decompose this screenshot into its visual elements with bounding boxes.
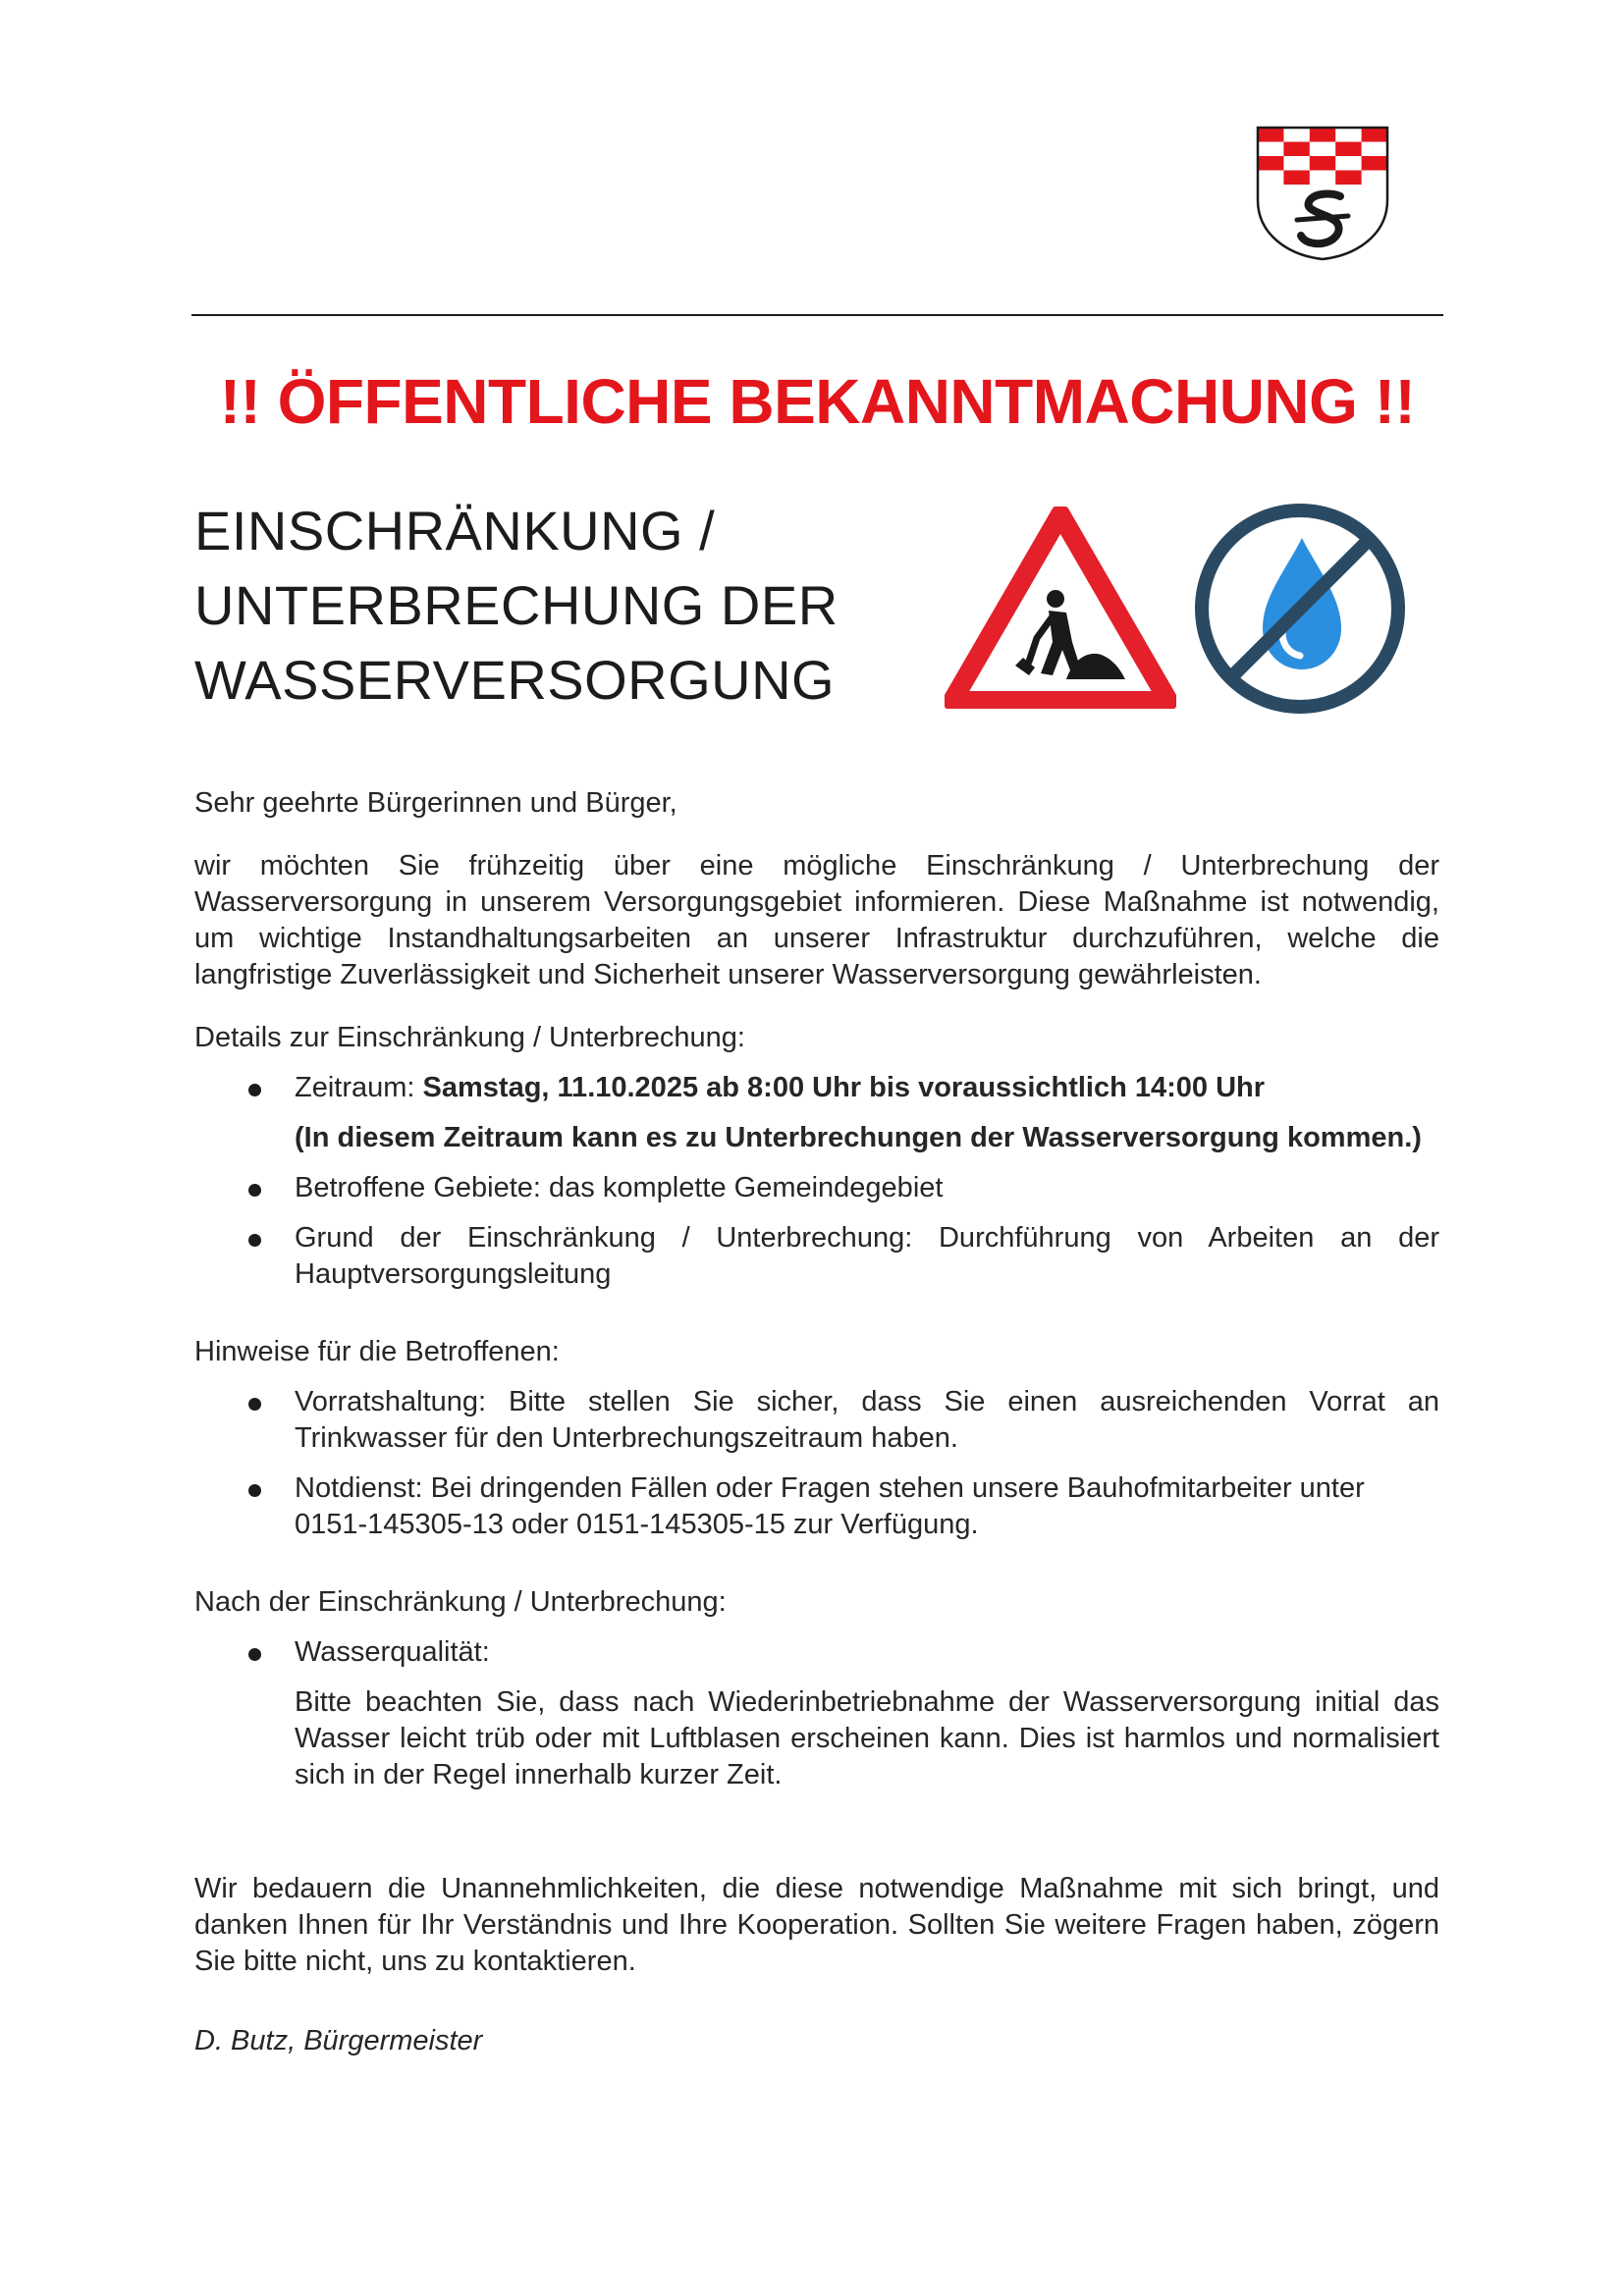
list-item xyxy=(194,1384,1439,1457)
list-item xyxy=(194,1634,1439,1793)
bullet-icon xyxy=(248,1398,261,1411)
quality-label: Wasserqualität: xyxy=(295,1636,490,1668)
no-water-icon xyxy=(1190,499,1410,719)
period-note: (In diesem Zeitraum kann es zu Unterbrechungen der Wasserversorgung kommen.) xyxy=(295,1122,1422,1153)
signature: D. Butz, Bürgermeister xyxy=(194,2025,483,2056)
title-line: WASSERVERSORGUNG xyxy=(194,649,836,711)
document-title xyxy=(194,494,941,718)
title-line: EINSCHRÄNKUNG / xyxy=(194,500,716,561)
affected-areas: Betroffene Gebiete: das komplette Gemeindegebiet xyxy=(295,1172,944,1203)
coat-of-arms-icon xyxy=(1254,124,1391,261)
after-heading: Nach der Einschränkung / Unterbrechung: xyxy=(194,1586,727,1618)
period-value: Samstag, 11.10.2025 ab 8:00 Uhr bis voraussichtlich 14:00 Uhr xyxy=(422,1072,1266,1103)
bullet-icon xyxy=(248,1084,261,1096)
notes-heading: Hinweise für die Betroffenen: xyxy=(194,1336,560,1367)
list-item xyxy=(194,1070,1439,1156)
closing-paragraph: Wir bedauern die Unannehmlichkeiten, die diese notwendige Maßnahme mit sich bringt, und danken Ihnen für Ihr Verständnis und Ihre Kooperation. Sollten Sie weitere Fragen haben, zögern Sie bitte nicht, uns zu kontaktieren. xyxy=(194,1873,1439,1977)
bullet-icon xyxy=(248,1234,261,1247)
header-divider xyxy=(191,314,1443,316)
roadworks-warning-icon xyxy=(945,507,1176,709)
bullet-icon xyxy=(248,1648,261,1661)
reason: Grund der Einschränkung / Unterbrechung: Durchführung von Arbeiten an der Hauptversorgungsleitung xyxy=(295,1222,1439,1290)
supply-note: Vorratshaltung: Bitte stellen Sie sicher, dass Sie einen ausreichenden Vorrat an Trinkwasser für den Unterbrechungszeitraum haben. xyxy=(295,1386,1439,1454)
notes-list xyxy=(194,1384,1439,1543)
list-item xyxy=(194,1470,1439,1543)
greeting: Sehr geehrte Bürgerinnen und Bürger, xyxy=(194,787,677,819)
details-list xyxy=(194,1070,1439,1293)
page-headline: !! ÖFFENTLICHE BEKANNTMACHUNG !! xyxy=(219,366,1416,437)
bullet-icon xyxy=(248,1484,261,1497)
letter-body xyxy=(194,785,1439,2059)
intro-paragraph: wir möchten Sie frühzeitig über eine mögliche Einschränkung / Unterbrechung der Wasserversorgung in unserem Versorgungsgebiet informieren. Diese Maßnahme ist notwendig, um wichtige Instandhaltungsarbeiten an unserer Infrastruktur durchzuführen, welche die langfristige Zuverlässigkeit und Sicherheit unserer Wasserversorgung gewährleisten. xyxy=(194,850,1439,990)
bullet-icon xyxy=(248,1184,261,1197)
quality-text: Bitte beachten Sie, dass nach Wiederinbetriebnahme der Wasserversorgung initial das Wasser leicht trüb oder mit Luftblasen erscheinen kann. Dies ist harmlos und normalisiert sich in der Regel innerhalb kurzer Zeit. xyxy=(295,1686,1439,1790)
period-label: Zeitraum: xyxy=(295,1072,423,1103)
title-line: UNTERBRECHUNG DER xyxy=(194,574,839,636)
details-heading: Details zur Einschränkung / Unterbrechung: xyxy=(194,1022,745,1053)
list-item xyxy=(194,1220,1439,1293)
after-list xyxy=(194,1634,1439,1793)
emergency-note: Notdienst: Bei dringenden Fällen oder Fragen stehen unsere Bauhofmitarbeiter unter 0151-145305-13 oder 0151-145305-15 zur Verfügung. xyxy=(295,1472,1365,1540)
list-item xyxy=(194,1170,1439,1206)
